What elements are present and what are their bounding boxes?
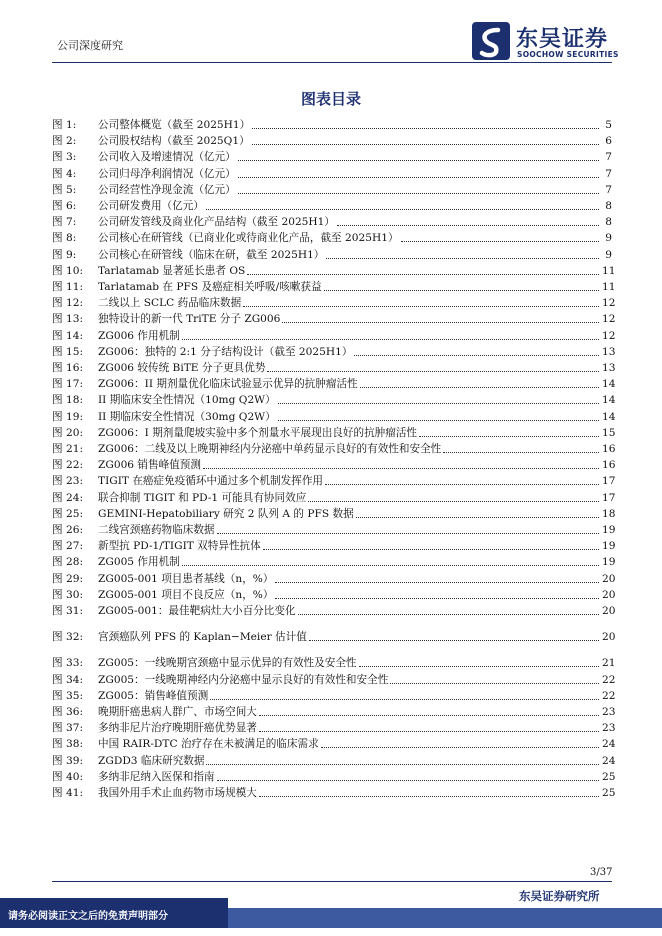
figure-label: 图 18:	[52, 394, 84, 407]
figure-page: 22	[602, 689, 616, 702]
figure-label: 图 2:	[52, 135, 77, 148]
figure-page: 20	[602, 605, 616, 617]
figure-title: ZG005-001：最佳靶病灶大小百分比变化	[98, 605, 296, 617]
figure-label: 图 5:	[52, 183, 77, 196]
figure-label: 图 23:	[52, 475, 84, 488]
company-logo	[472, 20, 622, 64]
figure-label: 图 22:	[52, 459, 84, 472]
footer-brand: 东吴证券研究所	[519, 889, 600, 903]
dot-leader	[324, 290, 599, 291]
dot-leader	[401, 241, 599, 242]
toc-entry[interactable]	[52, 262, 616, 278]
toc-entry[interactable]	[52, 719, 616, 735]
figure-page: 21	[602, 657, 616, 670]
figure-title: ZG006 作用机制	[98, 329, 180, 342]
figure-title: 公司研发费用（亿元）	[98, 200, 204, 212]
figure-label: 图 24:	[52, 491, 84, 504]
figure-page: 19	[602, 524, 616, 536]
toc-entry[interactable]	[52, 148, 612, 164]
figure-page: 14	[602, 410, 616, 423]
dot-leader	[206, 764, 599, 765]
figure-page: 14	[602, 394, 616, 407]
figure-label: 图 10:	[52, 264, 84, 277]
toc-entry[interactable]	[52, 505, 616, 521]
figure-title: 公司股权结构（截至 2025Q1）	[98, 135, 250, 148]
dot-leader	[275, 598, 599, 599]
figure-title: 独特设计的新一代 TriTE 分子 ZG006	[98, 313, 281, 326]
toc-entry[interactable]	[52, 359, 616, 375]
figure-title: ZG006 销售峰值预测	[98, 459, 201, 472]
toc-entry[interactable]	[52, 537, 616, 553]
figure-label: 图 32:	[52, 631, 84, 644]
dot-leader	[203, 468, 599, 469]
dot-leader	[359, 666, 599, 667]
toc-entry[interactable]	[52, 229, 612, 245]
figure-page: 5	[605, 119, 612, 131]
toc-entry[interactable]	[52, 197, 612, 213]
figure-title: 宫颈癌队列 PFS 的 Kaplan−Meier 估计值	[98, 631, 307, 644]
dot-leader	[252, 128, 599, 129]
toc-entry[interactable]	[52, 132, 612, 148]
toc-entry[interactable]	[52, 278, 616, 294]
figure-page: 9	[605, 232, 612, 245]
figure-title: GEMINI-Hepatobiliary 研究 2 队列 A 的 PFS 数据	[98, 507, 354, 520]
toc-entry[interactable]	[52, 768, 616, 784]
footer-divider	[52, 881, 612, 882]
page-number: 3/37	[590, 867, 613, 878]
dot-leader	[356, 517, 599, 518]
figure-page: 20	[602, 631, 616, 644]
toc-entry[interactable]	[52, 472, 616, 488]
toc-title: 图表目录	[300, 90, 361, 108]
toc-entry[interactable]	[52, 213, 612, 229]
figure-title: 新型抗 PD-1/TIGIT 双特异性抗体	[98, 540, 261, 553]
figure-title: II 期临床安全性情况（10mg Q2W）	[98, 394, 276, 407]
dot-leader	[337, 225, 599, 226]
toc-entry[interactable]	[52, 687, 616, 703]
dot-leader	[321, 747, 599, 748]
toc-entry[interactable]	[52, 116, 612, 132]
figure-label: 图 27:	[52, 540, 84, 553]
figure-label: 图 40:	[52, 770, 84, 783]
toc-entry[interactable]	[52, 521, 616, 537]
dot-leader	[354, 355, 599, 356]
toc-entry[interactable]	[52, 456, 616, 472]
dot-leader	[259, 731, 599, 732]
figure-title: ZG005：销售峰值预测	[98, 689, 209, 702]
figure-page: 18	[602, 507, 616, 520]
figure-title: ZG006：II 期剂量优化临床试验显示优异的抗肿瘤活性	[98, 378, 358, 391]
dot-leader	[308, 501, 599, 502]
footer-bar-accent	[228, 908, 662, 928]
footer-bar	[0, 898, 662, 928]
toc-entry[interactable]	[52, 703, 616, 719]
figure-page: 23	[602, 722, 616, 735]
figure-title: ZG005：一线晚期神经内分泌癌中显示良好的有效性和安全性	[98, 673, 389, 686]
figure-page: 25	[602, 770, 616, 783]
toc-entry[interactable]	[52, 375, 616, 391]
dot-leader	[259, 715, 599, 716]
figure-label: 图 16:	[52, 362, 84, 374]
dot-leader	[182, 565, 599, 566]
logo-chinese-name: 东吴证券	[516, 27, 609, 52]
figure-label: 图 26:	[52, 524, 84, 536]
figure-page: 19	[602, 540, 616, 553]
figure-page: 17	[602, 475, 616, 488]
figure-page: 16	[602, 443, 616, 455]
toc-entry[interactable]	[52, 654, 616, 670]
figure-title: 我国外用手术止血药物市场规模大	[98, 787, 257, 799]
figure-page: 6	[605, 135, 612, 148]
toc-entry[interactable]	[52, 310, 616, 326]
figure-page: 19	[602, 556, 616, 569]
dot-leader	[263, 549, 599, 550]
figure-label: 图 3:	[52, 151, 77, 164]
figure-page: 7	[605, 167, 612, 180]
figure-title: ZG005：一线晚期宫颈癌中显示优异的有效性及安全性	[98, 657, 357, 670]
toc-entry[interactable]	[52, 181, 612, 197]
figure-page: 24	[602, 754, 616, 767]
figure-page: 7	[605, 183, 612, 196]
toc-entry[interactable]	[52, 343, 616, 359]
figure-label: 图 13:	[52, 313, 84, 326]
figure-title: 二线以上 SCLC 药品临床数据	[98, 297, 242, 310]
figure-label: 图 9:	[52, 248, 77, 261]
figure-title: ZG006：I 期剂量爬坡实验中多个剂量水平展现出良好的抗肿瘤活性	[98, 426, 418, 439]
figure-label: 图 14:	[52, 329, 84, 342]
figure-title: 晚期肝癌患病人群广、市场空间大	[98, 706, 257, 718]
dot-leader	[443, 452, 599, 453]
toc-entry[interactable]	[52, 489, 616, 505]
figure-label: 图 41:	[52, 787, 84, 799]
figure-page: 12	[602, 313, 616, 326]
toc-entry[interactable]	[52, 752, 616, 768]
figure-title: Tarlatamab 显著延长患者 OS	[98, 264, 246, 277]
toc-entry[interactable]	[52, 735, 616, 751]
figure-label: 图 28:	[52, 556, 84, 569]
dot-leader	[390, 683, 599, 684]
footer-bar-dark	[0, 898, 228, 928]
dot-leader	[419, 436, 599, 437]
figure-page: 13	[602, 362, 616, 374]
dot-leader	[275, 582, 599, 583]
figure-page: 25	[602, 787, 616, 799]
toc-entry[interactable]	[52, 602, 616, 618]
figure-page: 11	[602, 281, 616, 293]
toc-entry[interactable]	[52, 424, 616, 440]
toc-entry[interactable]	[52, 294, 616, 310]
dot-leader	[210, 699, 599, 700]
figure-title: 公司经营性净现金流（亿元）	[98, 183, 236, 196]
figure-label: 图 1:	[52, 119, 77, 131]
figure-label: 图 39:	[52, 754, 84, 767]
figure-title: ZG005-001 项目不良反应（n，%）	[98, 588, 274, 601]
dot-leader	[267, 371, 599, 372]
figure-page: 23	[602, 706, 616, 718]
dot-leader	[182, 339, 599, 340]
figure-title: 多纳非尼纳入医保和指南	[98, 770, 215, 783]
figure-title: TIGIT 在癌症免疫循环中通过多个机制发挥作用	[98, 475, 324, 488]
figure-label: 图 19:	[52, 410, 84, 423]
figure-title: 多纳非尼片治疗晚期肝癌优势显著	[98, 722, 257, 735]
dot-leader	[217, 780, 599, 781]
figure-page: 11	[602, 264, 616, 277]
figure-label: 图 21:	[52, 443, 84, 455]
figure-label: 图 29:	[52, 572, 84, 585]
dot-leader	[326, 258, 599, 259]
figure-label: 图 4:	[52, 167, 77, 180]
figure-title: II 期临床安全性情况（30mg Q2W）	[98, 410, 276, 423]
figure-page: 22	[602, 673, 616, 686]
dot-leader	[309, 640, 599, 641]
figure-label: 图 15:	[52, 345, 84, 358]
figure-page: 14	[602, 378, 616, 391]
figure-label: 图 7:	[52, 216, 77, 229]
figure-page: 9	[605, 248, 612, 261]
figure-label: 图 38:	[52, 738, 84, 751]
figure-title: ZG006 较传统 BiTE 分子更具优势	[98, 362, 266, 374]
figure-title: 公司核心在研管线（已商业化或待商业化产品，截至 2025H1）	[98, 232, 399, 245]
dot-leader	[243, 306, 599, 307]
figure-title: ZG005 作用机制	[98, 556, 180, 569]
dot-leader	[238, 193, 599, 194]
dot-leader	[360, 387, 599, 388]
header-divider	[52, 62, 612, 63]
disclaimer-text: 请务必阅读正文之后的免责声明部分	[8, 911, 168, 922]
dot-leader	[278, 420, 599, 421]
toc-entry[interactable]	[52, 671, 616, 687]
figure-title: 公司收入及增速情况（亿元）	[98, 151, 236, 164]
figure-label: 图 30:	[52, 588, 84, 601]
soochow-logo-icon	[472, 22, 510, 60]
dot-leader	[247, 274, 599, 275]
dot-leader	[238, 177, 599, 178]
figure-title: 公司整体概览（截至 2025H1）	[98, 119, 251, 131]
toc-entry[interactable]	[52, 570, 616, 586]
figure-label: 图 34:	[52, 673, 84, 686]
figure-label: 图 11:	[52, 281, 84, 293]
figure-page: 12	[602, 329, 616, 342]
toc-entry[interactable]	[52, 391, 616, 407]
figure-label: 图 25:	[52, 507, 84, 520]
figure-title: 二线宫颈癌药物临床数据	[98, 524, 215, 536]
figure-title: 联合抑制 TIGIT 和 PD-1 可能具有协同效应	[98, 491, 307, 504]
dot-leader	[278, 403, 599, 404]
figure-title: ZG006：二线及以上晚期神经内分泌癌中单药显示良好的有效性和安全性	[98, 443, 442, 455]
dot-leader	[217, 533, 599, 534]
figure-page: 16	[602, 459, 616, 472]
figure-label: 图 35:	[52, 689, 84, 702]
figure-page: 20	[602, 572, 616, 585]
figure-title: 公司研发管线及商业化产品结构（截至 2025H1）	[98, 216, 335, 229]
logo-english-name: SOOCHOW SECURITIES	[517, 50, 619, 59]
toc-entry[interactable]	[52, 165, 612, 181]
toc-entry[interactable]	[52, 628, 616, 644]
toc-entry[interactable]	[52, 327, 616, 343]
figure-title: 中国 RAIR-DTC 治疗存在未被满足的临床需求	[98, 738, 319, 751]
dot-leader	[206, 209, 599, 210]
figure-title: 公司归母净利润情况（亿元）	[98, 167, 236, 180]
figure-label: 图 8:	[52, 232, 77, 245]
figure-page: 8	[605, 216, 612, 229]
figure-title: 公司核心在研管线（临床在研，截至 2025H1）	[98, 248, 325, 261]
figure-page: 8	[605, 200, 612, 212]
figure-page: 24	[602, 738, 616, 751]
figure-page: 13	[602, 345, 616, 358]
dot-leader	[325, 484, 599, 485]
dot-leader	[238, 160, 599, 161]
figure-label: 图 31:	[52, 605, 84, 617]
figure-page: 17	[602, 491, 616, 504]
figure-label: 图 36:	[52, 706, 84, 718]
figure-title: ZG006：独特的 2:1 分子结构设计（截至 2025H1）	[98, 345, 353, 358]
figure-title: ZG005-001 项目患者基线（n，%）	[98, 572, 274, 585]
toc-entry[interactable]	[52, 408, 616, 424]
toc-entry[interactable]	[52, 440, 616, 456]
figure-title: Tarlatamab 在 PFS 及癌症相关呼吸/咳嗽获益	[98, 281, 322, 293]
dot-leader	[282, 322, 599, 323]
toc-entry[interactable]	[52, 553, 616, 569]
header-category: 公司深度研究	[57, 39, 123, 52]
figure-label: 图 37:	[52, 722, 84, 735]
figure-page: 15	[602, 426, 616, 439]
figure-page: 7	[605, 151, 612, 164]
toc-entry[interactable]	[52, 586, 616, 602]
dot-leader	[259, 796, 599, 797]
figure-label: 图 17:	[52, 378, 84, 391]
figure-title: ZGDD3 临床研究数据	[98, 754, 205, 767]
dot-leader	[298, 614, 599, 615]
figure-label: 图 12:	[52, 297, 84, 310]
figure-label: 图 6:	[52, 200, 77, 212]
figure-page: 12	[602, 297, 616, 310]
figure-label: 图 20:	[52, 426, 84, 439]
toc-entry[interactable]	[52, 246, 612, 262]
toc-entry[interactable]	[52, 784, 616, 800]
dot-leader	[252, 144, 599, 145]
figure-label: 图 33:	[52, 657, 84, 670]
figure-page: 20	[602, 588, 616, 601]
